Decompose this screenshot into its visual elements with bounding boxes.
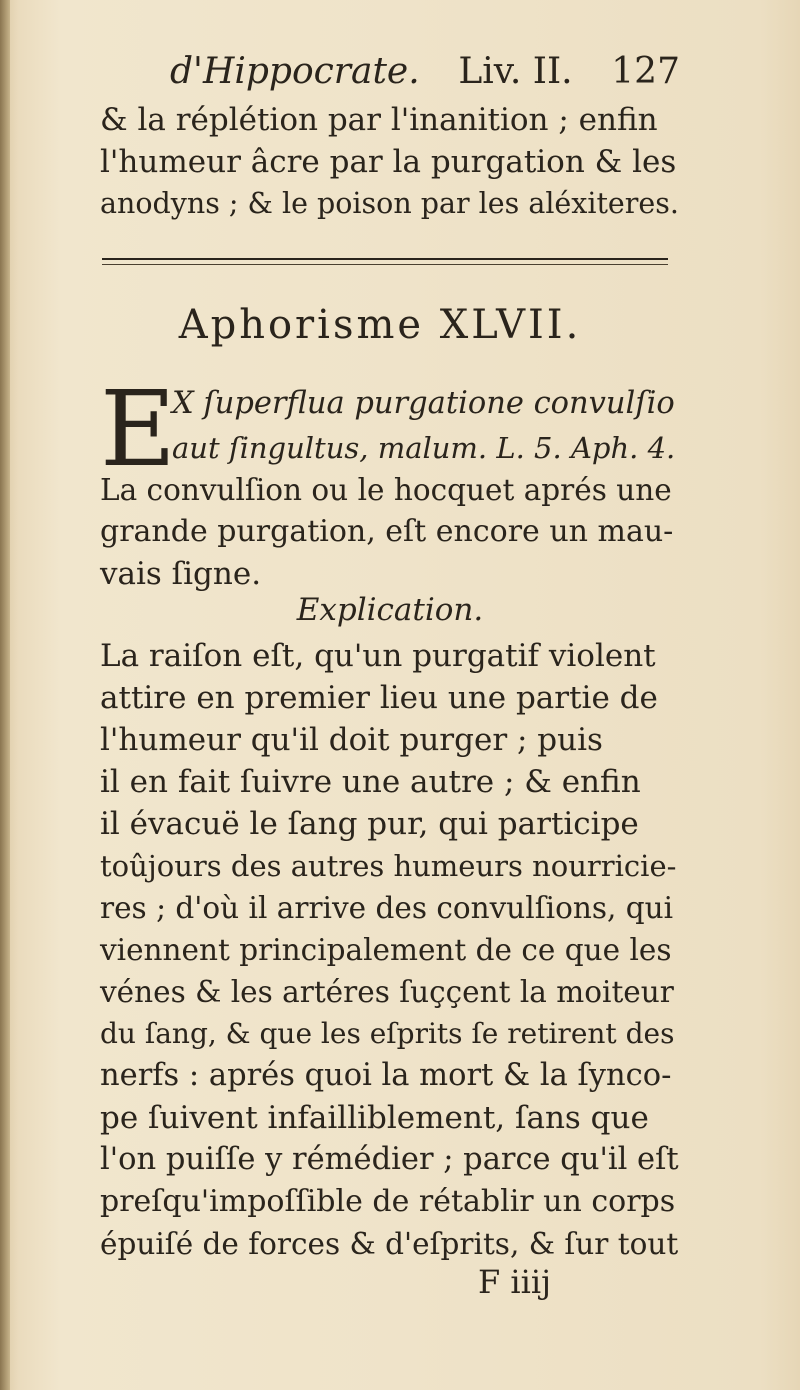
- explication-line: attire en premier lieu une partie de: [100, 680, 658, 716]
- drop-cap: E: [100, 368, 176, 490]
- book-spine: [0, 0, 10, 1390]
- signature-mark: F iiij: [478, 1263, 551, 1301]
- section-rule: [102, 258, 668, 260]
- aphorism-heading: Aphorisme XLVII.: [178, 302, 582, 348]
- french-line: La convulſion ou le hocquet aprés une: [100, 473, 672, 507]
- section-rule-thin: [102, 264, 668, 265]
- intro-line: l'humeur âcre par la purgation & les: [100, 144, 677, 180]
- explication-title: Explication.: [296, 592, 484, 628]
- latin-line: aut ſingultus, malum. L. 5. Aph. 4.: [172, 431, 676, 465]
- explication-line: l'humeur qu'il doit purger ; puis: [100, 722, 603, 758]
- explication-line: il en fait ſuivre une autre ; & enfin: [100, 764, 641, 800]
- french-line: grande purgation, eſt encore un mau-: [100, 514, 674, 549]
- intro-line: anodyns ; & le poison par les aléxiteres.: [100, 187, 679, 220]
- running-title: d'Hippocrate.: [170, 51, 420, 92]
- explication-line: il évacuë le ſang pur, qui participe: [100, 806, 639, 842]
- intro-line: & la réplétion par l'inanition ; enfin: [100, 102, 658, 138]
- explication-line: La raiſon eſt, qu'un purgatif violent: [100, 638, 656, 674]
- explication-line: épuiſé de forces & d'eſprits, & ſur tout: [100, 1227, 679, 1261]
- book-number: Liv. II.: [458, 51, 573, 92]
- explication-line: res ; d'où il arrive des convulſions, qui: [100, 891, 674, 925]
- explication-line: viennent principalement de ce que les: [100, 933, 672, 967]
- explication-line: vénes & les artéres ſuççent la moiteur: [100, 975, 674, 1009]
- explication-line: toûjours des autres humeurs nourricie-: [100, 849, 677, 883]
- explication-line: l'on puiſſe y rémédier ; parce qu'il eſt: [100, 1142, 679, 1177]
- explication-line: pe ſuivent infailliblement, ſans que: [100, 1100, 649, 1136]
- running-header: [170, 50, 680, 94]
- page-number: 127: [611, 51, 680, 92]
- latin-line: X ſuperflua purgatione convulſio: [172, 386, 675, 421]
- explication-line: preſqu'impoſſible de rétablir un corps: [100, 1184, 676, 1219]
- french-line: vais ſigne.: [100, 556, 262, 592]
- explication-line: du ſang, & que les eſprits ſe retirent des: [100, 1017, 675, 1050]
- explication-line: nerfs : aprés quoi la mort & la ſynco-: [100, 1058, 672, 1093]
